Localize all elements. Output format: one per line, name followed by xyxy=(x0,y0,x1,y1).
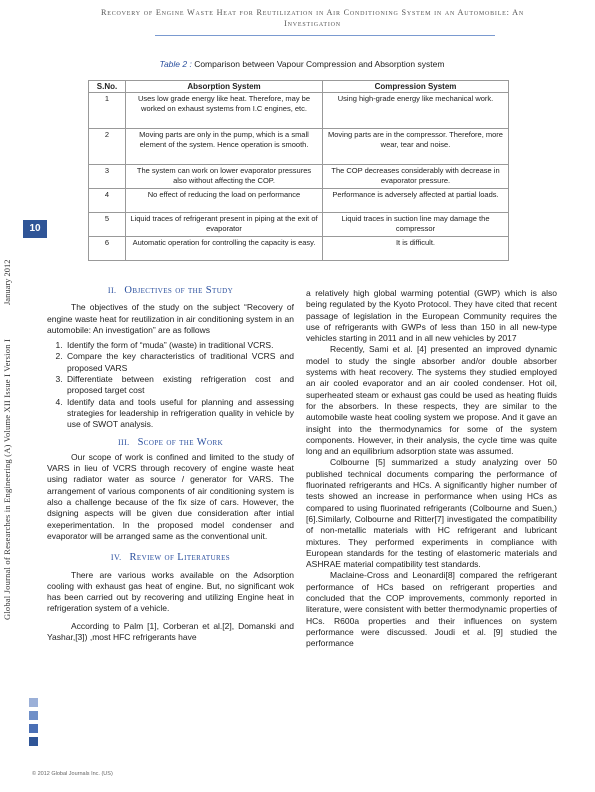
comparison-table xyxy=(88,80,509,261)
section-heading-scope xyxy=(47,437,294,448)
table-caption-text: Comparison between Vapour Compression and Absorption system xyxy=(191,59,445,69)
decorative-square xyxy=(29,698,38,707)
table-cell-compression: Using high-grade energy like mechanical work. xyxy=(323,93,509,129)
table-cell-absorption: Moving parts are only in the pump, which is a small element of the system. Hence operation is smooth. xyxy=(126,129,323,165)
paragraph: Recently, Sami et al. [4] presented an improved dynamic model to study the single absorber and/or double absorber systems with heat recovery. The systems they studied employed an air cooled evaporator and an air cooled condenser. Hot oil, superheated steam or exhaust gas could be used as heating fluids for the absorbers. In these respects, they are similar to the automobile waste heat cooling system we propose. And it gave an insight into the thermodynamics for some of the system components. However, in their analysis, the cycle time was quite long and an equilibrium adsorption state was assumed. xyxy=(306,344,557,457)
table-cell-compression: Liquid traces in suction line may damage the compressor xyxy=(323,213,509,237)
table-cell-absorption: No effect of reducing the load on performance xyxy=(126,189,323,213)
section-title: Review of Literatures xyxy=(129,552,231,564)
table-header-row xyxy=(89,81,509,93)
table-row xyxy=(89,189,509,213)
copyright-footer: © 2012 Global Journals Inc. (US) xyxy=(32,771,113,777)
table-cell-sno: 2 xyxy=(89,129,126,165)
section-title: Objectives of the Study xyxy=(124,285,234,296)
header-rule xyxy=(155,35,495,36)
table-cell-sno: 5 xyxy=(89,213,126,237)
section-title: Scope of the Work xyxy=(137,436,224,448)
table-row xyxy=(89,129,509,165)
section-number: IV. xyxy=(110,553,122,563)
paragraph: Our scope of work is confined and limited to the study of VARS in lieu of VCRS through recovery of engine waste heat using radiator water as source / generator for VARS. The arrangement of various components of air conditioning system is also a challenge because of the fix size of cars. However, the dsigning aspects will be given due consideration after intial exeperimentation. In the proposed model condenser and evaporator will be arranged same as the conventional unit. xyxy=(47,451,294,541)
paragraph: The objectives of the study on the subject “Recovery of engine waste heat for reutilization in air conditioning system in an automobile: An investigation” are as follows xyxy=(47,302,294,335)
table-cell-compression: Performance is adversely affected at partial loads. xyxy=(323,189,509,213)
decorative-square xyxy=(29,711,38,720)
list-item: 1. Identify the form of “muda” (waste) in traditional VCRS. xyxy=(65,340,294,351)
section-heading-objectives xyxy=(47,285,294,296)
table-cell-absorption: The system can work on lower evaporator pressures also without affecting the COP. xyxy=(126,165,323,189)
table-cell-sno: 1 xyxy=(89,93,126,129)
table-cell-sno: 4 xyxy=(89,189,126,213)
running-header-line1: Recovery of Engine Waste Heat for Reutilization in Air Conditioning System in an Automobile: An xyxy=(101,8,524,17)
table-cell-absorption: Uses low grade energy like heat. Therefore, may be worked on exhaust systems from I.C engines, etc. xyxy=(126,93,323,129)
table-header-compression: Compression System xyxy=(323,81,509,93)
table-caption xyxy=(92,59,512,69)
page-number: 10 xyxy=(23,220,47,238)
table-cell-sno: 3 xyxy=(89,165,126,189)
table-cell-absorption: Liquid traces of refrigerant present in piping at the exit of evaporator xyxy=(126,213,323,237)
table-header-absorption: Absorption System xyxy=(126,81,323,93)
list-item: 3. Differentiate between existing refrigeration cost and proposed target cost xyxy=(65,374,294,397)
table-cell-absorption: Automatic operation for controlling the capacity is easy. xyxy=(126,237,323,261)
sidebar-journal-info xyxy=(2,339,12,620)
paragraph: Maclaine-Cross and Leonardi[8] compared the refrigerant performance of HCs based on refrigerant properties and concluded that the COP improvements, commonly reported in literature, were consistent with better thermodynamic properties of HCs. R600a properties and their influences on system performance were discussed. Joudi et al. [9] studied the performance xyxy=(306,570,557,649)
right-column xyxy=(306,288,557,650)
sidebar-journal: Global Journal of Researches in Engineering (A) Volume XII Issue I Version I xyxy=(2,339,12,620)
table-row xyxy=(89,93,509,129)
table-row xyxy=(89,237,509,261)
decorative-square xyxy=(29,724,38,733)
table-cell-compression: It is difficult. xyxy=(323,237,509,261)
list-item: 4. Identify data and tools useful for planning and assessing strategies for leadership in refrigeration quality in vehicle by use of SWOT analysis. xyxy=(65,397,294,431)
table-cell-sno: 6 xyxy=(89,237,126,261)
decorative-square xyxy=(29,737,38,746)
paragraph: Colbourne [5] summarized a study analyzing over 50 published technical documents comparing the performance of fluorinated refrigerants and HCs. A significantly higher number of tests showed an increase in performance when using HCs as compared to using fluorinated refrigerants (Colbourne and Suen,)[6].Similarly, Colbourne and Ritter[7] investigated the compatibility of non-metallic materials with HC refrigerant and lubricant mixtures. They performed experiments in compliance with European standards for the testing of elastomeric materials and ASHRAE material compatibility test standards. xyxy=(306,457,557,570)
sidebar-date-box xyxy=(2,245,16,315)
table-header-sno: S.No. xyxy=(89,81,126,93)
table-row xyxy=(89,165,509,189)
left-column xyxy=(47,285,294,643)
paragraph: According to Palm [1], Corberan et al.[2], Domanski and Yashar,[3]) ,most HFC refrigerants have xyxy=(47,620,294,643)
sidebar-date: January 2012 xyxy=(2,259,12,305)
table-cell-compression: The COP decreases considerably with decrease in evaporator pressure. xyxy=(323,165,509,189)
section-number: III. xyxy=(117,437,130,447)
table-cell-compression: Moving parts are in the compressor. Therefore, more wear, tear and noise. xyxy=(323,129,509,165)
table-row xyxy=(89,213,509,237)
list-item: 2. Compare the key characteristics of traditional VCRS and proposed VARS xyxy=(65,351,294,374)
section-heading-review xyxy=(47,552,294,563)
objectives-list xyxy=(47,340,294,430)
section-number: II. xyxy=(107,286,117,295)
paragraph: a relatively high global warming potential (GWP) which is also being regulated by the Kyoto Protocol. They have cited that recent passage of legislation in the European Community requires the use of refrigerants with GWPs of less than 150 in all new-type vehicles starting in 2011 and in all new vehicles by 2017 xyxy=(306,288,557,344)
paragraph: There are various works available on the Adsorption cooling with exhaust gas heat of engine. But, no significant wok has been carried out by recovering and utilizing Engine heat in refrigeration system of a vehicle. xyxy=(47,569,294,614)
running-header-line2: Investigation xyxy=(284,19,341,28)
running-header xyxy=(60,7,565,29)
table-caption-label: Table 2 : xyxy=(159,59,192,69)
